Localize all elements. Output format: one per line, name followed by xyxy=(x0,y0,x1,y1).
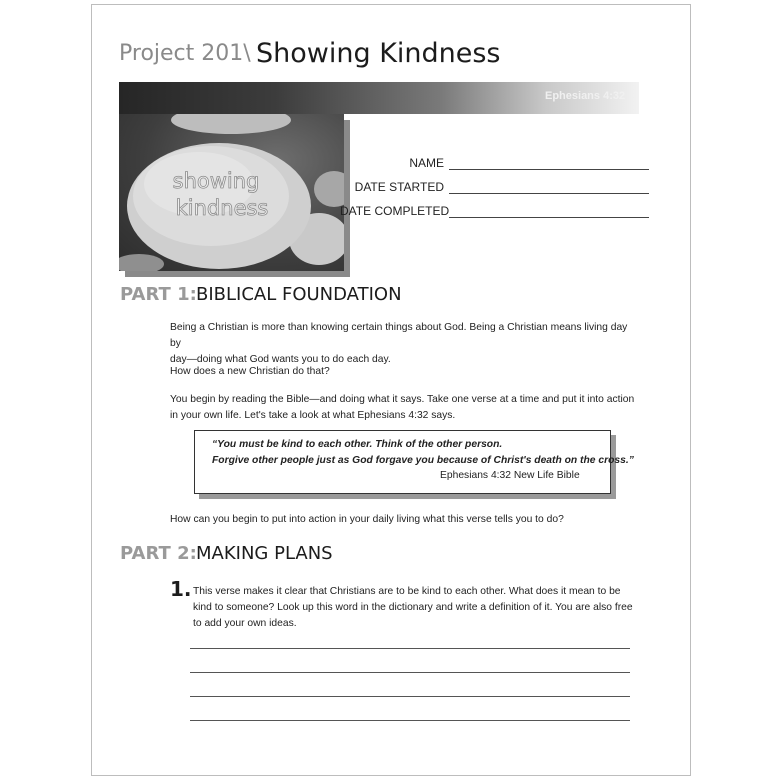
part1-title: BIBLICAL FOUNDATION xyxy=(196,284,402,305)
paragraph-line: You begin by reading the Bible—and doing what it says. Take one verse at a time and put it into action xyxy=(170,394,635,405)
question-line: This verse makes it clear that Christians are to be kind to each other. What does it mean to be xyxy=(193,586,621,597)
question-line: kind to someone? Look up this word in the dictionary and write a definition of it. You are also free xyxy=(193,602,633,613)
scripture-reference: Ephesians 4:32 xyxy=(545,90,626,102)
answer-line-4[interactable] xyxy=(190,720,630,721)
stone-word-1: showing xyxy=(172,169,260,193)
paragraph-line: in your own life. Let's take a look at what Ephesians 4:32 says. xyxy=(170,410,456,421)
answer-line-2[interactable] xyxy=(190,672,630,673)
part2-number: PART 2: xyxy=(120,543,197,564)
date-completed-label: DATE COMPLETED xyxy=(340,204,450,218)
paragraph-line: day—doing what God wants you to do each day. xyxy=(170,354,391,365)
quote-line-2: Forgive other people just as God forgave you because of Christ's death on the cross.” xyxy=(212,455,634,466)
part1-number: PART 1: xyxy=(120,284,197,305)
date-started-field[interactable] xyxy=(449,193,649,194)
part2-title: MAKING PLANS xyxy=(196,543,333,564)
stone-word-2: kindness xyxy=(175,196,269,220)
answer-line-3[interactable] xyxy=(190,696,630,697)
name-field[interactable] xyxy=(449,169,649,170)
paragraph-line: Being a Christian is more than knowing certain things about God. Being a Christian means living day by xyxy=(170,322,628,349)
stone-photo xyxy=(119,114,344,271)
date-completed-field[interactable] xyxy=(449,217,649,218)
answer-line-1[interactable] xyxy=(190,648,630,649)
page-title: Showing Kindness xyxy=(256,38,501,69)
project-label: Project 201\ xyxy=(119,41,251,66)
name-label: NAME xyxy=(409,156,444,170)
question-1-number: 1. xyxy=(170,577,192,601)
part1-paragraph-4: How can you begin to put into action in your daily living what this verse tells you to do? xyxy=(170,514,564,525)
quote-line-1: “You must be kind to each other. Think of the other person. xyxy=(212,439,503,450)
question-line: to add your own ideas. xyxy=(193,618,297,629)
part1-paragraph-1 xyxy=(170,320,640,368)
date-started-label: DATE STARTED xyxy=(354,180,444,194)
stone-illustration xyxy=(119,114,344,271)
part1-paragraph-2: How does a new Christian do that? xyxy=(170,366,330,377)
question-1-text xyxy=(193,584,643,632)
quote-source: Ephesians 4:32 New Life Bible xyxy=(440,470,580,481)
part1-paragraph-3 xyxy=(170,392,640,424)
